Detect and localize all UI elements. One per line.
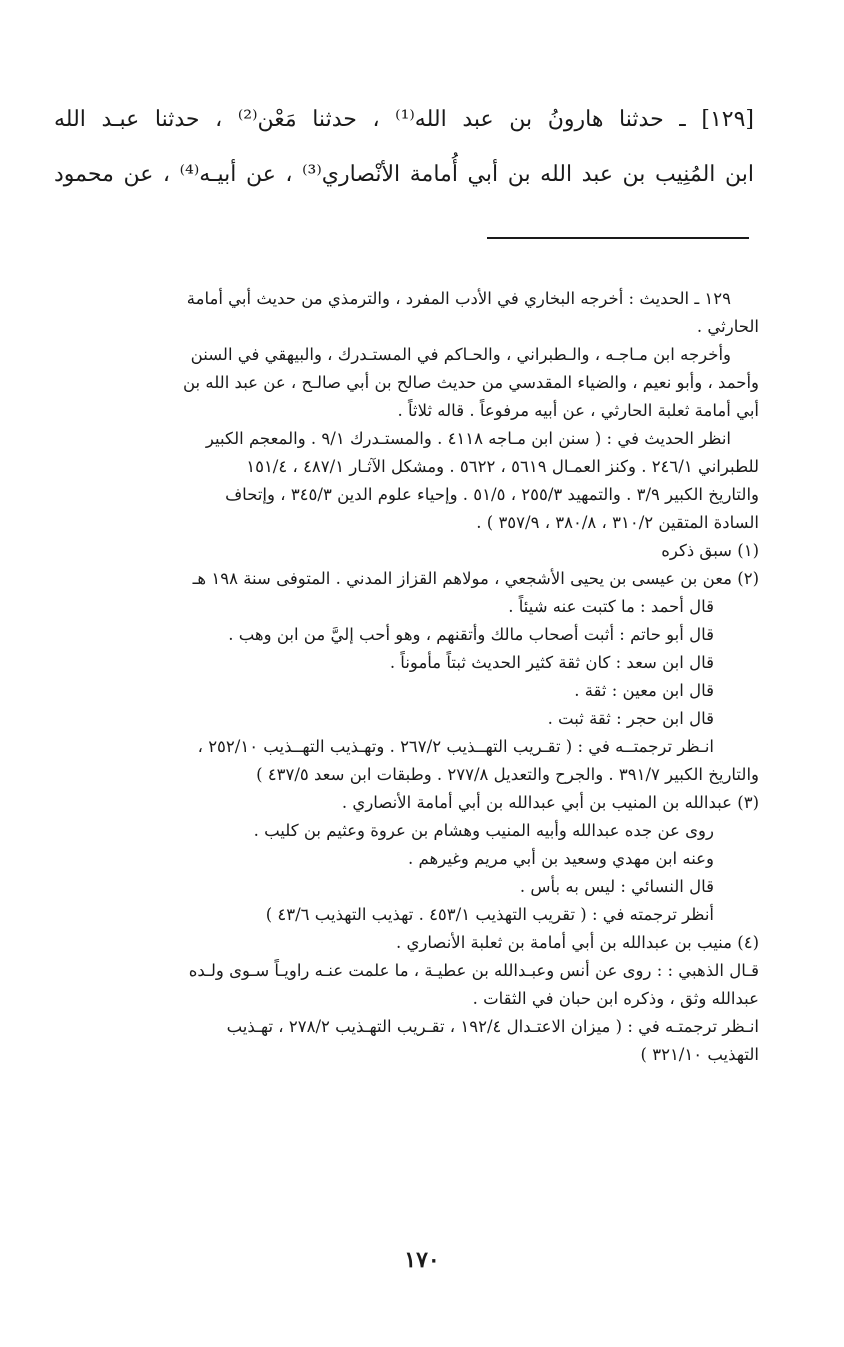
note-line: وأخرجه ابن مـاجـه ، والـطبراني ، والحـاكم في المستـدرك ، والبيهقي في السنن (190, 345, 731, 364)
note-line: انـظر ترجمتـه في : ( ميزان الاعتـدال ١٩٢/٤ ، تقـريب التهـذيب ٢٧٨/٢ ، تهـذيب (226, 1017, 759, 1036)
note-line: روى عن جده عبدالله وأبيه المنيب وهشام بن عروة وعثيم بن كليب . (253, 821, 714, 840)
footnotes (54, 285, 759, 1069)
note-line: أنظر ترجمته في : ( تقريب التهذيب ٤٥٣/١ . تهذيب التهذيب ٤٣/٦ ) (265, 905, 714, 924)
main-line-2: ابن المُنِيب بن عبد الله بن أبي أُمامة الأنْصاري⁽³⁾ ، عن أبيـه⁽⁴⁾ ، عن محمود (54, 162, 754, 187)
footnote-3: (٣) عبدالله بن المنيب بن أبي عبدالله بن أبي أمامة الأنصاري . (341, 793, 759, 812)
note-line: والتاريخ الكبير ٣/٩ . والتمهيد ٢٥٥/٣ ، ٥١/٥ . وإحياء علوم الدين ٣٤٥/٣ ، وإتحاف (225, 485, 759, 504)
note-line: انـظر ترجمتــه في : ( تقـريب التهــذيب ٢٦٧/٢ . وتهـذيب التهــذيب ٢٥٢/١٠ ، (197, 737, 714, 756)
note-line: وعنه ابن مهدي وسعيد بن أبي مريم وغيرهم . (408, 849, 714, 868)
footnote-4: (٤) منيب بن عبدالله بن أبي أمامة بن ثعلبة الأنصاري . (395, 933, 759, 952)
note-line: للطبراني ٢٤٦/١ . وكنز العمـال ٥٦١٩ ، ٥٦٢٢ . ومشكل الآثـار ٤٨٧/١ ، ١٥١/٤ (246, 457, 759, 476)
main-text (54, 92, 754, 202)
note-line: انظر الحديث في : ( سنن ابن مـاجه ٤١١٨ . والمستـدرك ٩/١ . والمعجم الكبير (205, 429, 731, 448)
note-line: قال النسائي : ليس به بأس . (519, 877, 714, 896)
note-line: عبدالله وثق ، وذكره ابن حبان في الثقات . (472, 989, 759, 1008)
note-line: قال ابن معين : ثقة . (574, 681, 714, 700)
footnote-separator (487, 237, 749, 239)
note-line: السادة المتقين ٣١٠/٢ ، ٣٨٠/٨ ، ٣٥٧/٩ ) . (476, 513, 759, 532)
note-line: قال ابن حجر : ثقة ثبت . (547, 709, 714, 728)
footnote-2: (٢) معن بن عيسى بن يحيى الأشجعي ، مولاهم القزاز المدني . المتوفى سنة ١٩٨ هـ (192, 569, 759, 588)
note-line: الحارثي . (696, 317, 759, 336)
note-line: قال أبو حاتم : أثبت أصحاب مالك وأتقنهم ، وهو أحب إليَّ من ابن وهب . (228, 625, 714, 644)
note-line: قـال الذهبي : : روى عن أنس وعبـدالله بن عطيـة ، ما علمت عنـه راويـاً سـوى ولـده (188, 961, 759, 980)
note-line: قال ابن سعد : كان ثقة كثير الحديث ثبتاً مأموناً . (389, 653, 714, 672)
main-line-1: [١٢٩] ـ حدثنا هارونُ بن عبد الله⁽¹⁾ ، حدثنا مَعْن⁽²⁾ ، حدثنا عبـد الله (54, 107, 754, 132)
note-line: التهذيب ٣٢١/١٠ ) (640, 1045, 759, 1064)
note-line: والتاريخ الكبير ٣٩١/٧ . والجرح والتعديل ٢٧٧/٨ . وطبقات ابن سعد ٤٣٧/٥ ) (256, 765, 759, 784)
footnote-1: (١) سبق ذكره (661, 541, 759, 560)
note-line: أبي أمامة ثعلبة الحارثي ، عن أبيه مرفوعاً . قاله ثلاثاً . (397, 401, 759, 420)
note-line: وأحمد ، وأبو نعيم ، والضياء المقدسي من حديث صالح بن أبي صالـح ، عن عبد الله بن (182, 373, 759, 392)
note-line: قال أحمد : ما كتبت عنه شيئاً . (508, 597, 714, 616)
note-line: ١٢٩ ـ الحديث : أخرجه البخاري في الأدب المفرد ، والترمذي من حديث أبي أمامة (186, 289, 731, 308)
page-number: ١٧٠ (404, 1247, 440, 1273)
